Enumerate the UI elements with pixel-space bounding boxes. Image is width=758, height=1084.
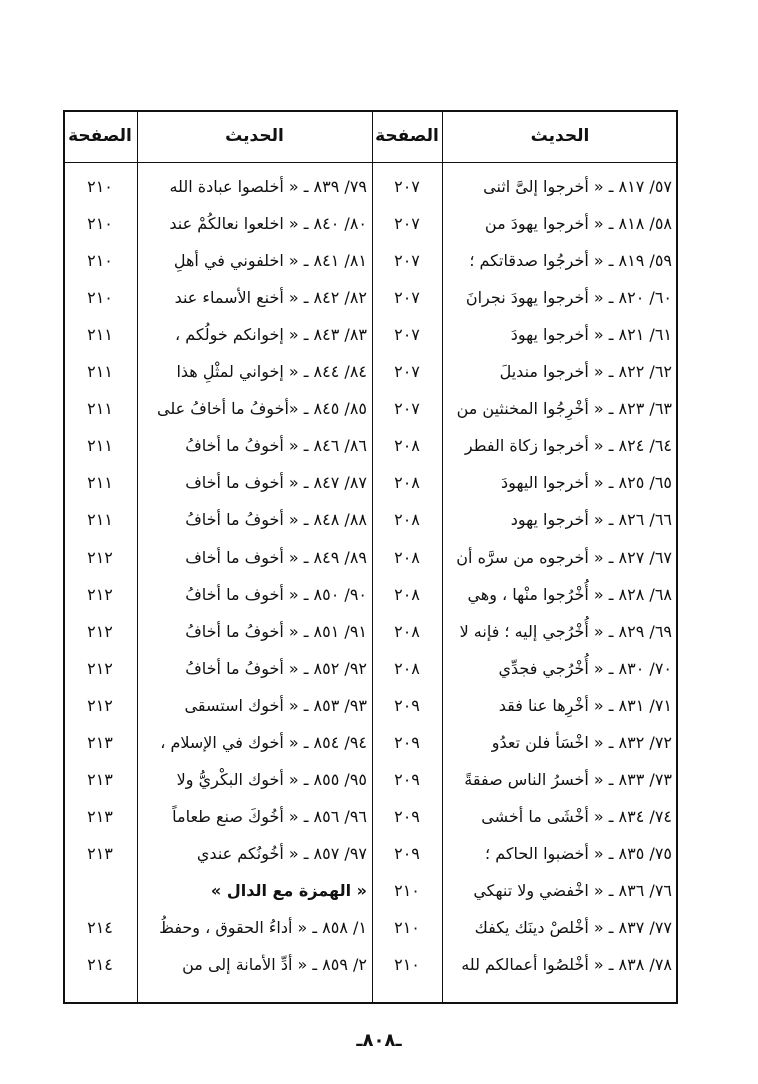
column-divider bbox=[442, 110, 443, 1004]
page-reference: ٢٠٧ bbox=[394, 362, 420, 381]
page-reference: ٢١٢ bbox=[87, 696, 113, 715]
page-reference: ٢٠٧ bbox=[394, 251, 420, 270]
page-reference: ٢٠٧ bbox=[394, 399, 420, 418]
hadith-entry: ٨٢/ ٨٤٢ ـ « أخنع الأسماء عند bbox=[174, 288, 367, 307]
hadith-entry: ٦٦/ ٨٢٦ ـ « أخرجوا يهود bbox=[510, 510, 672, 529]
hadith-entry: ٩٤/ ٨٥٤ ـ « أخوك في الإسلام ، bbox=[160, 733, 367, 752]
page-reference: ٢١١ bbox=[87, 473, 113, 492]
hadith-entry: ٧٨/ ٨٣٨ ـ « أخْلصُوا أعمالكم لله bbox=[461, 955, 672, 974]
page-reference: ٢٠٨ bbox=[394, 510, 420, 529]
page-reference: ٢١٢ bbox=[87, 622, 113, 641]
hadith-entry: ٩٦/ ٨٥٦ ـ « أخُوكَ صنع طعاماً bbox=[172, 807, 367, 826]
hadith-entry: ٥٨/ ٨١٨ ـ « أخرجوا يهودَ من bbox=[484, 214, 672, 233]
header-hadith-right: الحديث bbox=[530, 126, 590, 146]
page-reference: ٢١٠ bbox=[394, 955, 420, 974]
page-reference bbox=[63, 872, 137, 909]
hadith-entry: ٧٥/ ٨٣٥ ـ « أخضبوا الحاكم ؛ bbox=[485, 844, 672, 863]
hadith-entry: ٧٢/ ٨٣٢ ـ « اخْسَأ فلن تعدُو bbox=[491, 733, 672, 752]
page-reference: ٢١٠ bbox=[394, 881, 420, 900]
page-reference: ٢٠٨ bbox=[394, 622, 420, 641]
hadith-entry: ٧٠/ ٨٣٠ ـ « أُخْرُجي فجدِّي bbox=[498, 659, 672, 678]
page-reference: ٢١٤ bbox=[87, 955, 113, 974]
hadith-entry: ٩٢/ ٨٥٢ ـ « أخوفُ ما أخافُ bbox=[185, 659, 367, 678]
page-reference: ٢١٣ bbox=[87, 844, 113, 863]
header-page-right: الصفحة bbox=[375, 126, 439, 146]
hadith-entry: ٨٣/ ٨٤٣ ـ « إخوانكم خولُكم ، bbox=[174, 325, 367, 344]
section-subheading: « الهمزة مع الدال » bbox=[210, 881, 367, 900]
page-reference: ٢٠٨ bbox=[394, 585, 420, 604]
page-reference: ٢١٠ bbox=[87, 177, 113, 196]
hadith-entry: ٦٩/ ٨٢٩ ـ « أُخْرُجي إليه ؛ فإنه لا bbox=[459, 622, 672, 641]
hadith-entry: ٦٣/ ٨٢٣ ـ « أخْرِجُوا المخنثين من bbox=[456, 399, 672, 418]
hadith-entry: ٥٧/ ٨١٧ ـ « أخرجوا إلىَّ اثنى bbox=[483, 177, 672, 196]
page-reference: ٢٠٧ bbox=[394, 177, 420, 196]
header-hadith-left: الحديث bbox=[225, 126, 284, 146]
page-reference: ٢١١ bbox=[87, 362, 113, 381]
header-divider bbox=[63, 162, 678, 163]
page-reference: ٢١٠ bbox=[87, 214, 113, 233]
page-reference: ٢١٠ bbox=[87, 251, 113, 270]
hadith-entry: ٨٥/ ٨٤٥ ـ «أخوفُ ما أخافُ على bbox=[157, 399, 367, 418]
hadith-entry: ٦٤/ ٨٢٤ ـ « أخرجوا زكاة الفطر bbox=[464, 436, 672, 455]
page-reference: ٢٠٩ bbox=[394, 844, 420, 863]
hadith-entry: ٩٣/ ٨٥٣ ـ « أخوك استسقى bbox=[184, 696, 367, 715]
page-reference: ٢٠٩ bbox=[394, 807, 420, 826]
page-reference: ٢١١ bbox=[87, 436, 113, 455]
page-reference: ٢٠٨ bbox=[394, 548, 420, 567]
hadith-entry: ٨٩/ ٨٤٩ ـ « أخوف ما أخاف bbox=[185, 548, 367, 567]
hadith-entry: ٧٦/ ٨٣٦ ـ « اخْفضي ولا تنهكي bbox=[473, 881, 672, 900]
page-reference: ٢١٣ bbox=[87, 807, 113, 826]
hadith-entry: ٦٧/ ٨٢٧ ـ « أخرجوه من سرَّه أن bbox=[456, 548, 672, 567]
page-reference: ٢١١ bbox=[87, 325, 113, 344]
page-reference: ٢١٣ bbox=[87, 733, 113, 752]
page-reference: ٢١٠ bbox=[87, 288, 113, 307]
hadith-entry: ٨٦/ ٨٤٦ ـ « أخوفُ ما أخافُ bbox=[185, 436, 367, 455]
page-reference: ٢٠٩ bbox=[394, 770, 420, 789]
page-reference: ٢١٣ bbox=[87, 770, 113, 789]
page-reference: ٢٠٧ bbox=[394, 325, 420, 344]
hadith-entry: ٦٠/ ٨٢٠ ـ « أخرجوا يهودَ نجرانَ bbox=[465, 288, 672, 307]
page-reference: ٢١٠ bbox=[394, 918, 420, 937]
hadith-entry: ١/ ٨٥٨ ـ « أداءُ الحقوق ، وحفظُ bbox=[159, 918, 367, 937]
page-reference: ٢١٢ bbox=[87, 548, 113, 567]
hadith-entry: ٦١/ ٨٢١ ـ « أخرجوا يهودَ bbox=[510, 325, 672, 344]
hadith-entry: ٦٢/ ٨٢٢ ـ « أخرجوا منديلَ bbox=[499, 362, 672, 381]
page-reference: ٢٠٨ bbox=[394, 436, 420, 455]
hadith-entry: ٧٤/ ٨٣٤ ـ « أخْشَى ما أخشى bbox=[481, 807, 672, 826]
page-reference: ٢١٤ bbox=[87, 918, 113, 937]
hadith-entry: ٧١/ ٨٣١ ـ « أخْرِها عنا فقد bbox=[498, 696, 672, 715]
hadith-entry: ٨٧/ ٨٤٧ ـ « أخوف ما أخاف bbox=[185, 473, 367, 492]
hadith-entry: ٨٤/ ٨٤٤ ـ « إخواني لمثْلِ هذا bbox=[176, 362, 367, 381]
page-reference: ٢١١ bbox=[87, 510, 113, 529]
page-number: ـ٨٠٨ـ bbox=[356, 1030, 402, 1051]
page-reference: ٢٠٩ bbox=[394, 733, 420, 752]
hadith-entry: ٢/ ٨٥٩ ـ « أدِّ الأمانة إلى من bbox=[182, 955, 367, 974]
page-reference: ٢١١ bbox=[87, 399, 113, 418]
page-reference: ٢٠٨ bbox=[394, 473, 420, 492]
hadith-entry: ٧٧/ ٨٣٧ ـ « أخْلصْ دينَك يكفك bbox=[474, 918, 672, 937]
page-reference: ٢٠٧ bbox=[394, 214, 420, 233]
hadith-entry: ٩٥/ ٨٥٥ ـ « أخوك البكْريُّ ولا bbox=[176, 770, 367, 789]
hadith-entry: ٦٨/ ٨٢٨ ـ « أُخْرُجوا منْها ، وهي bbox=[467, 585, 672, 604]
hadith-entry: ٨٠/ ٨٤٠ ـ « اخلعوا نعالكُمْ عند bbox=[169, 214, 367, 233]
header-page-left: الصفحة bbox=[68, 126, 132, 146]
hadith-entry: ٨١/ ٨٤١ ـ « اخلفوني في أهلِ bbox=[173, 251, 367, 270]
page-reference: ٢٠٨ bbox=[394, 659, 420, 678]
page-reference: ٢٠٧ bbox=[394, 288, 420, 307]
page-reference: ٢١٢ bbox=[87, 585, 113, 604]
hadith-entry: ٦٥/ ٨٢٥ ـ « أخرجوا اليهودَ bbox=[501, 473, 672, 492]
hadith-entry: ٩١/ ٨٥١ ـ « أخوفُ ما أخافُ bbox=[185, 622, 367, 641]
hadith-entry: ٥٩/ ٨١٩ ـ « أخرجُوا صدقاتكم ؛ bbox=[469, 251, 672, 270]
hadith-entry: ٧٣/ ٨٣٣ ـ « أخسرُ الناس صفقةً bbox=[464, 770, 672, 789]
page-reference: ٢٠٩ bbox=[394, 696, 420, 715]
page-reference: ٢١٢ bbox=[87, 659, 113, 678]
hadith-entry: ٩٠/ ٨٥٠ ـ « أخوف ما أخافُ bbox=[185, 585, 367, 604]
column-divider bbox=[137, 110, 138, 1004]
hadith-entry: ٩٧/ ٨٥٧ ـ « أخُونُكم عندي bbox=[196, 844, 367, 863]
hadith-entry: ٧٩/ ٨٣٩ ـ « أخلصوا عبادة الله bbox=[169, 177, 367, 196]
hadith-entry: ٨٨/ ٨٤٨ ـ « أخوفُ ما أخافُ bbox=[185, 510, 367, 529]
